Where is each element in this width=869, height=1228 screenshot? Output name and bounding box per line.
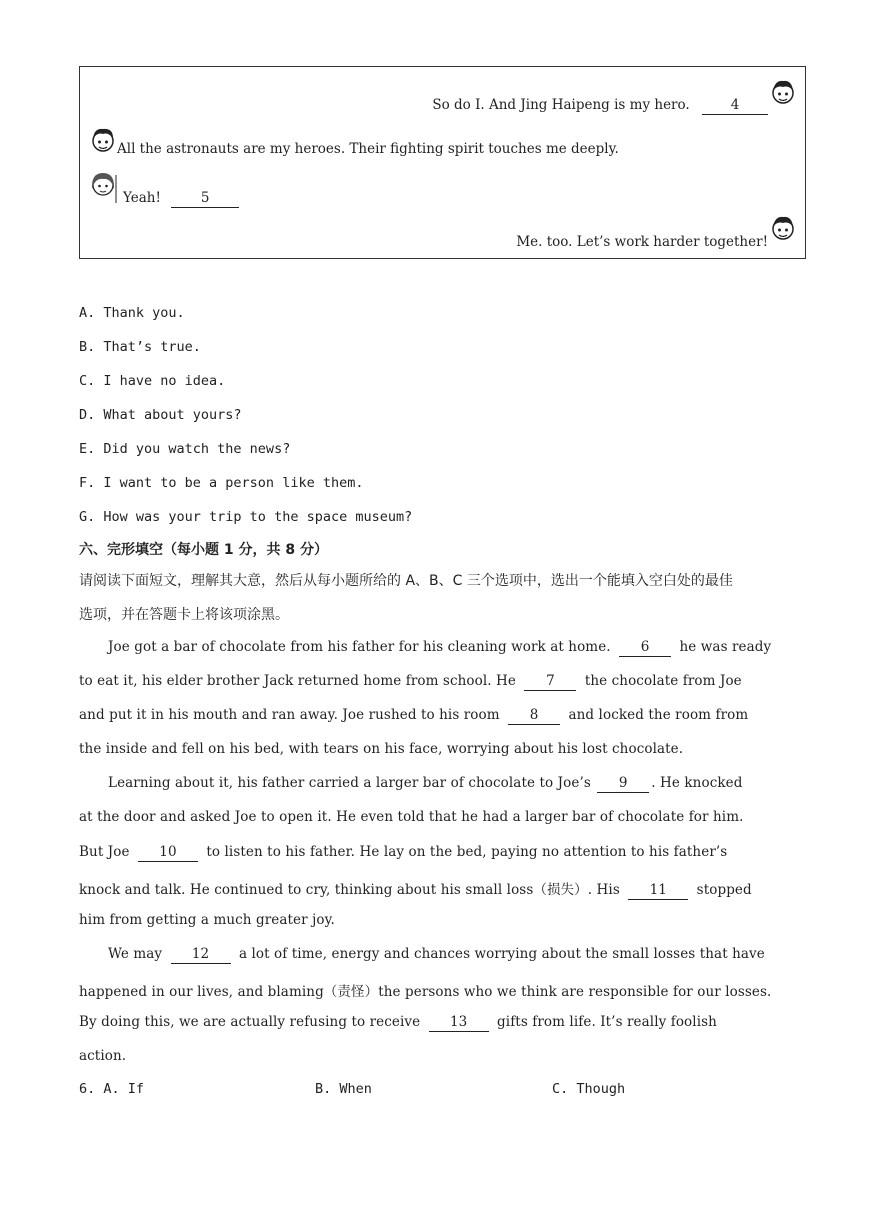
boy-avatar-icon (769, 213, 797, 247)
option-a: A. Thank you. (79, 305, 185, 321)
passage-line: action. (79, 1048, 127, 1064)
section-title: 六、完形填空（每小题 1 分，共 8 分） (79, 542, 328, 558)
dialog-line-4-hero: So do I. And Jing Haipeng is my hero. 4 (432, 97, 768, 115)
blank-12[interactable]: 12 (171, 948, 231, 964)
passage-line: Learning about it, his father carried a larger bar of chocolate to Joe’s 9 . He knocked (108, 775, 743, 791)
option-g: G. How was your trip to the space museum? (79, 509, 413, 525)
passage-line: knock and talk. He continued to cry, thinking about his small loss（损失）. His 11 stopped (79, 882, 752, 898)
section-instruction-line1: 请阅读下面短文，理解其大意，然后从每小题所给的 A、B、C 三个选项中，选出一个能填入空白处的最佳 (79, 573, 733, 589)
boy-avatar-icon (89, 125, 117, 159)
boy-avatar-icon (769, 77, 797, 111)
question-6-choice-a[interactable]: 6. A. If (79, 1081, 145, 1097)
option-f: F. I want to be a person like them. (79, 475, 364, 491)
passage-line: and put it in his mouth and ran away. Joe rushed to his room 8 and locked the room from (79, 707, 749, 723)
option-c: C. I have no idea. (79, 373, 226, 389)
blank-9[interactable]: 9 (597, 777, 649, 793)
dialog-line-together: Me. too. Let’s work harder together! (516, 234, 768, 250)
passage-line: him from getting a much greater joy. (79, 912, 335, 928)
blank-5[interactable]: 5 (171, 192, 239, 208)
blank-4[interactable]: 4 (702, 99, 768, 115)
option-d: D. What about yours? (79, 407, 242, 423)
passage-line: happened in our lives, and blaming（责怪）the persons who we think are responsible for our losses. (79, 984, 772, 1000)
blank-11[interactable]: 11 (628, 884, 688, 900)
passage-line: But Joe 10 to listen to his father. He lay on the bed, paying no attention to his father’s (79, 844, 728, 860)
question-6-choice-c[interactable]: C. Though (552, 1081, 626, 1097)
dialog-line-astronauts: All the astronauts are my heroes. Their fighting spirit touches me deeply. (117, 141, 619, 157)
question-6-choice-b[interactable]: B. When (315, 1081, 372, 1097)
dialog-box (79, 66, 806, 259)
girl-avatar-icon (89, 169, 117, 203)
dialog-line-5-yeah: Yeah! 5 (123, 190, 239, 208)
passage-line: By doing this, we are actually refusing to receive 13 gifts from life. It’s really foolish (79, 1014, 717, 1030)
passage-line: We may 12 a lot of time, energy and chances worrying about the small losses that have (108, 946, 765, 962)
blank-13[interactable]: 13 (429, 1016, 489, 1032)
passage-line: to eat it, his elder brother Jack returned home from school. He 7 the chocolate from Joe (79, 673, 742, 689)
passage-line: Joe got a bar of chocolate from his father for his cleaning work at home. 6 he was ready (108, 639, 772, 655)
passage-line: the inside and fell on his bed, with tears on his face, worrying about his lost chocolate. (79, 741, 684, 757)
passage-line: at the door and asked Joe to open it. He even told that he had a larger bar of chocolate for him. (79, 809, 744, 825)
blank-8[interactable]: 8 (508, 709, 560, 725)
option-e: E. Did you watch the news? (79, 441, 291, 457)
option-b: B. That’s true. (79, 339, 201, 355)
blank-7[interactable]: 7 (524, 675, 576, 691)
blank-6[interactable]: 6 (619, 641, 671, 657)
section-instruction-line2: 选项，并在答题卡上将该项涂黑。 (79, 607, 289, 623)
blank-10[interactable]: 10 (138, 846, 198, 862)
